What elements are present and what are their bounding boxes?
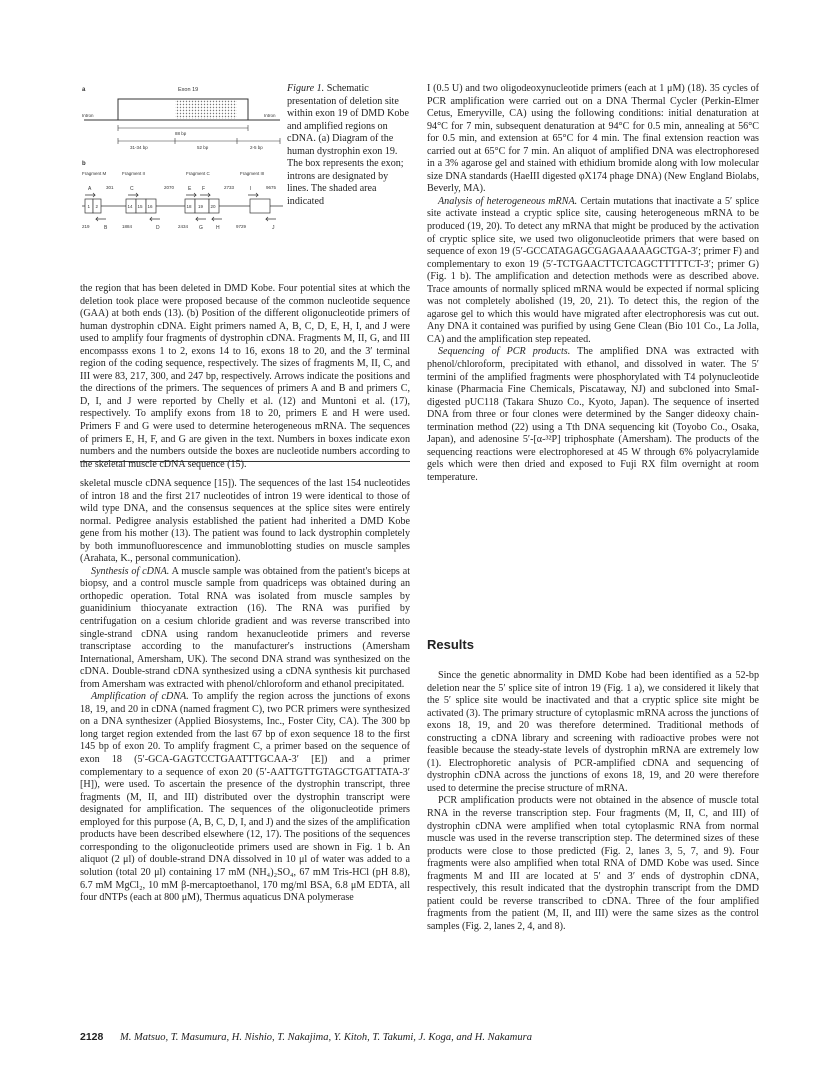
deleted-region xyxy=(175,100,237,119)
intron-left-label: Intron xyxy=(82,113,94,118)
paragraph xyxy=(80,691,410,904)
results-section xyxy=(427,670,759,933)
number-1884: 1884 xyxy=(122,224,133,229)
caption-label: Figure 1. xyxy=(287,83,325,94)
number-219: 219 xyxy=(82,224,90,229)
caption-narrow-text: Schematic presentation of deletion site within exon 19 of DMD Kobe and amplified regions on cDNA. (a) Diagram of the human dystrophin exon 19. The box represents the exon; introns are designated by lines. The shaded area indicated xyxy=(287,83,409,207)
paragraph-text: The amplified DNA was extracted with phenol/chloroform, precipitated with ethanol, and dissolved in water. The 5′ termini of the amplified fragments were phosphorylated with T4 polynucleotide kinase (Pharmacia Fine Chemicals, Piscataway, NJ) and subcloned into SmaI-digested pUC118 (Takara Shuzo Co., Kyoto, Japan). The sequence of inserted DNA from three or four clones were determined by the Sanger dideoxy chain-termination method (22) using a Tth DNA sequencing kit (Toyobo Co., Osaka, Japan), and adenosine 5′-[α-³²P] triphosphate (Amersham). The products of the sequencing reactions were electrophoresed at 45 W through 6% polyacrylamide gels which were then dried and exposed to Fuji RX film overnight at room temperature. xyxy=(427,346,759,483)
primer-i: I xyxy=(250,186,252,192)
number-301: 301 xyxy=(106,185,114,190)
figure-caption xyxy=(287,83,411,208)
bp-52-label: 52 bp xyxy=(197,145,209,150)
primer-c: C xyxy=(130,186,134,192)
paragraph: PCR amplification products were not obtained in the absence of muscle total RNA in the reverse transcription step. Four fragments (M, II, C, and III) of dystrophin cDNA were amplified when total cytoplasmic RNA from normal muscle was used in the reverse transcription step. The determined sizes of these products were close to those predicted (Fig. 2, lanes 3, 5, 7, and 9). Four fragments were also amplified when total RNA of DMD Kobe was used. Since fragments M and III are located at 5′ and 3′ ends of dystrophin cDNA, respectively, this result indicated that the dystrophin transcript from the DMD patient could be reverse transcribed to cDNA. Three of the four amplified fragments from the patient (M, II, and III) were the same sizes as the control samples (Fig. 2, lanes 2, 4, and 8). xyxy=(427,795,759,932)
page-number: 2128 xyxy=(80,1031,104,1043)
figure-1-diagram xyxy=(80,85,285,280)
left-column xyxy=(80,478,410,905)
primer-j: J xyxy=(272,225,275,231)
exon-num-1: 1 xyxy=(87,204,91,209)
exon-box-terminal xyxy=(250,199,270,213)
exon-19-label: Exon 19 xyxy=(178,87,199,93)
paragraph: I (0.5 U) and two oligodeoxynucleotide primers (each at 1 μM) (18). 35 cycles of PCR amplification were carried out on a DNA Thermal Cycler (Perkin-Elmer Cetus, Emeryville, CA) using the following conditions: initial denaturation at 94°C for 7 min, subsequent denaturation at 94°C for 0.5 min, annealing at 56°C for 0.5 min, and extension at 65°C for 4 min. The final extension reaction was carried out at 65°C for 7 min. An aliquot of amplified DNA was electrophoresed in a 3% agarose gel and stained with ethidium bromide along with low molecular size DNA standards (HaeIII digested φX174 phage DNA) (New England Biolabs, Beverly, MA). xyxy=(427,83,759,195)
primer-f: F xyxy=(202,186,206,192)
fragment-iii-label: Fragment III xyxy=(240,171,265,176)
number-2434: 2434 xyxy=(178,224,189,229)
primer-b: B xyxy=(104,225,108,231)
exon-num-18: 18 xyxy=(186,204,192,209)
run-in-heading: Synthesis of cDNA. xyxy=(91,565,170,577)
exon-num-16: 16 xyxy=(147,204,153,209)
bp-31-34-label: 31-34 bp xyxy=(130,145,148,150)
exon-num-15: 15 xyxy=(137,204,143,209)
run-in-heading: Amplification of cDNA. xyxy=(91,691,189,703)
exon-num-19: 19 xyxy=(198,204,204,209)
fragment-ii-label: Fragment II xyxy=(122,171,146,176)
bp-88-label: 88 bp xyxy=(175,131,187,136)
paragraph: skeletal muscle cDNA sequence [15]). The sequences of the last 154 nucleotides of intron 18 and the first 217 nucleotides of intron 19 were identical to those of wild type DNA, and the consensus sequences at the splice sites were entirely normal. Pedigree analysis established the patient had inherited a DMD Kobe gene from his mother (13). The patient was found to lack dystrophin completely by both immunofluorescence and immunoblotting studies on muscle samples (Arahata, K., personal communication). xyxy=(80,478,410,565)
results-heading: Results xyxy=(427,637,474,652)
bp-2-5-label: 2-5 bp xyxy=(250,145,263,150)
number-2070: 2070 xyxy=(164,185,175,190)
paragraph xyxy=(80,566,410,691)
run-in-heading: Sequencing of PCR products. xyxy=(438,346,571,358)
intron-right-label: Intron xyxy=(264,113,276,118)
number-9675: 9675 xyxy=(266,185,277,190)
footer-authors: M. Matsuo, T. Masumura, H. Nishio, T. Nakajima, Y. Kitoh, T. Takumi, J. Koga, and H. Nakamura xyxy=(119,1032,532,1043)
number-2733: 2733 xyxy=(224,185,235,190)
right-column xyxy=(427,83,759,485)
page-footer xyxy=(80,1031,760,1043)
paragraph xyxy=(427,346,759,484)
run-in-heading: Analysis of heterogeneous mRNA. xyxy=(438,195,578,207)
paragraph-text: Certain mutations that inactivate a 5′ splice site activate instead a cryptic splice site, causing heterogeneous mRNA to be produced (19, 20). To detect any mRNA that might be produced by the activation of cryptic splice site, we used two oligonucleotide primers that were based on sequence of exon 19 (5′-GCCATAGAGCGAGAAAAAGCTGA-3′; primer F) and complementary to exon 19 (5′-TCTGAACTTCTCAGCTTTTTCT-3′; primer G) (Fig. 1 b). The amplification and detection methods were as described above. Trace amounts of normally spliced mRNA would be expected if normal splicing was not completely abolished (19, 20, 21). To detect this, the region of the agarose gel to which this would have migrated after electrophoresis was cut out. Any DNA it contained was purified by using Gene Clean (Bio 101 Co., La Jolla, CA) and the amplification step repeated. xyxy=(427,195,759,345)
paragraph xyxy=(427,196,759,347)
primer-d: D xyxy=(156,225,160,231)
primer-e: E xyxy=(188,186,192,192)
panel-a-label: a xyxy=(82,87,86,93)
fragment-m-label: Fragment M xyxy=(82,171,107,176)
fragment-c-label: Fragment C xyxy=(186,171,210,176)
paragraph-text: A muscle sample was obtained from the patient's biceps at biopsy, and a control muscle sample from quadriceps was obtained during an orthopedic operation. Total RNA was isolated from muscle samples by guanidinium thiocyanate extraction (16). The RNA was purified by centrifugation on a cesium chloride gradient and was reverse transcribed into single-strand cDNA using random hexanucleotide primers and reverse transcriptase according to the manufacturer's instructions (Amersham International, Amersham, UK). The second DNA strand was synthesized on the cDNA. Double-strand cDNA synthesized using a cDNA synthesis kit purchased from Amersham was extracted with phenol/chloroform and ethanol precipitated. xyxy=(80,565,410,690)
panel-b-label: b xyxy=(82,161,86,167)
primer-g: G xyxy=(199,225,203,231)
exon-num-14: 14 xyxy=(127,204,133,209)
caption-divider xyxy=(80,461,410,462)
primer-h: H xyxy=(216,225,220,231)
exon-num-2: 2 xyxy=(95,204,99,209)
paragraph: Since the genetic abnormality in DMD Kobe had been identified as a 52-bp deletion near the 5′ splice site of intron 19 (Fig. 1 a), we considered it likely that the 5′ splice site would be inactivated and that a cryptic splice site might be activated (3). The primary structure of cytoplasmic mRNA across the junctions of exons 18, 19, and 20 was therefore determined. Traditional methods of constructing a cDNA library and screening with radioactive probes were not feasible because the steady-state levels of dystrophin mRNA are extremely low (1). Electrophoretic analysis of PCR-amplified cDNA and sequencing of dystrophin cDNA across the junctions of exons 18, 19, and 20 were therefore used to determine the precise structure of mRNA. xyxy=(427,670,759,794)
figure-caption-continued: the region that has been deleted in DMD Kobe. Four potential sites at which the deletion took place were proposed because of the common nucleotide sequence (GAA) at both ends (13). (b) Position of the different oligonucleotide primers of human dystrophin cDNA. Eight primers named A, B, C, D, E, H, I, and J were used to amplify four fragments of dystrophin cDNA. Fragments M, II, G, and III encompasss exons 1 to 2, exons 14 to 16, exons 18 to 20, and the 3′ terminal region of the coding sequence, respectively. The sizes of fragments M, II, C, and III were 83, 217, 300, and 247 bp, respectively. Arrows indicate the positions and the directions of the primers. The sequences of primers A and B and primers C, D, I, and J were reported by Chelly et al. (12) and Muntoni et al. (17), respectively. To amplify exons from 18 to 20, primers E and H were used. Primers F and G were used to determine heterogeneous mRNA. The sequences of primers E, H, F, and G are given in the text. Numbers in boxes indicate exon numbers and the numbers outside the boxes are nucleotide numbers according to the skeletal muscle cDNA sequence (15). xyxy=(80,283,410,470)
primer-a: A xyxy=(88,186,92,192)
exon-num-20: 20 xyxy=(210,204,216,209)
number-9729: 9729 xyxy=(236,224,247,229)
paragraph-text: To amplify the region across the junctions of exons 18, 19, and 20 in cDNA (named fragment C), two PCR primers were synthesized on a DNA synthesizer (Applied Biosystems, Inc., Foster City, CA). The 300 bp long target region extended from the last 67 bp of exon sequence 18 to the first 145 bp of exon 20. To amplify fragment C, a primer based on the sequence of exon 18 (5′-GCA-GAGTCCTGAATTTGCAA-3′ [E]) and a primer complementary to a sequence of exon 20 (5′-AATTGTTGTAGCTGATTATA-3′ [H]), were used. To ascertain the presence of the dystrophin transcript, three fragments (M, II, and III) distributed over the dystrophin transcript were designated for amplification. The sequences of the oligonucleotide primers employed for this purpose (A, B, C, D, I, and J) and the sizes of the amplification products have been described elsewhere (12, 17). The positions of the sequences corresponding to the oligonucleotide primers used are shown in Fig. 1 b. An aliquot (2 μl) of double-strand DNA dissolved in 10 μl of water was added to a solution (total 20 μl) containing 17 mM (NH₄)₂SO₄, 67 mM Tris-HCl (pH 8.8), 6.7 mM MgCl₂, 10 mM β-mercaptoethanol, 170 mg/ml BSA, 6.8 μM EDTA, all four dNTPs (each at 800 μM), Thermus aquaticus DNA polymerase xyxy=(80,691,410,904)
